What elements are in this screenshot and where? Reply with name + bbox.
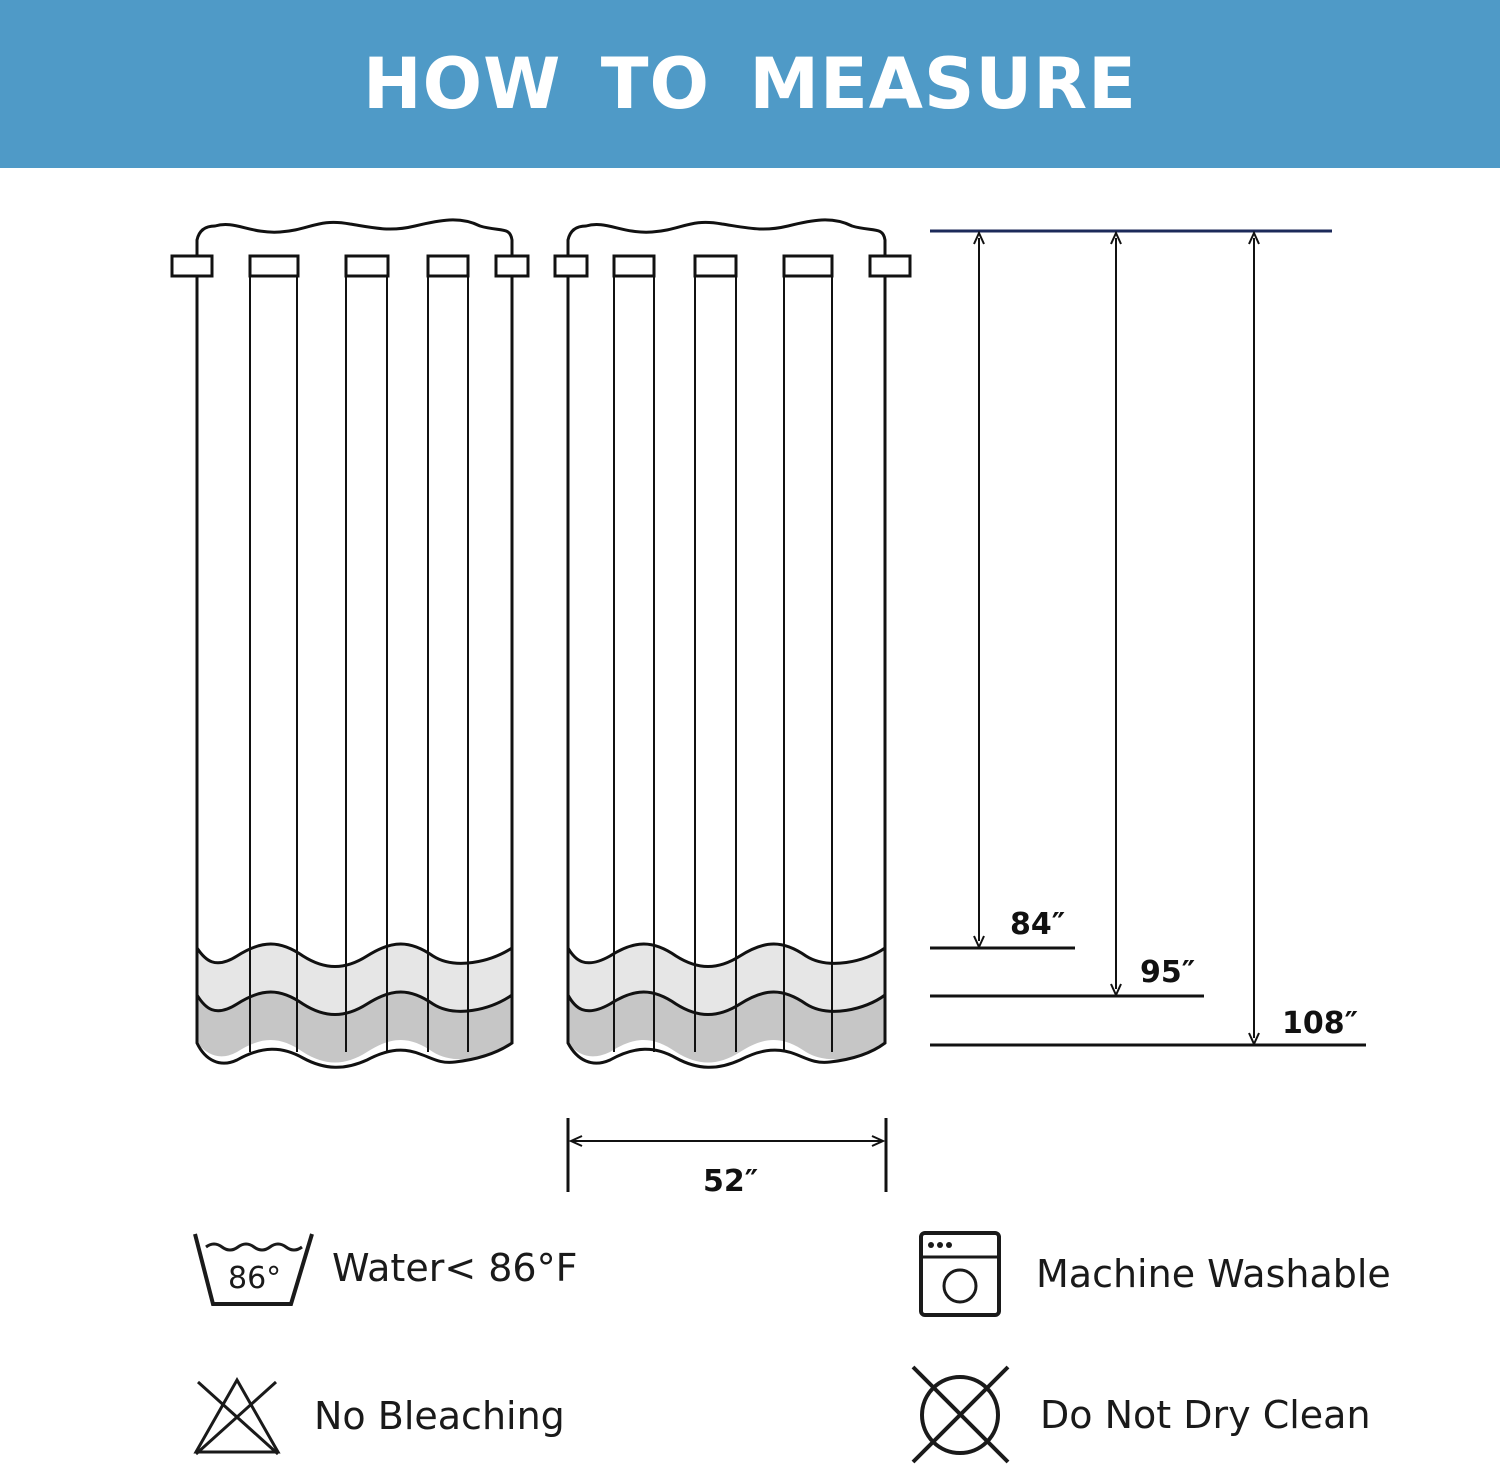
length-measurements [930,231,1366,1045]
length-95-label: 95″ [1140,955,1196,990]
care-item-water-temperature [192,1230,577,1308]
page-title: HOW TO MEASURE [363,43,1137,125]
care-label-water: Water< 86°F [332,1246,578,1290]
measurement-diagram [0,168,1500,1213]
wash-temperature-icon [192,1230,316,1308]
washing-machine-icon [918,1230,1002,1318]
length-84-label: 84″ [1010,907,1066,942]
care-label-machine-washable: Machine Washable [1036,1252,1391,1296]
right-curtain-panel [555,220,910,1067]
care-label-no-dry-clean: Do Not Dry Clean [1040,1393,1371,1437]
care-item-machine-washable [918,1230,1391,1318]
width-measurement [568,1118,886,1199]
header-banner [0,0,1500,168]
width-label: 52″ [703,1164,759,1199]
care-label-no-bleaching: No Bleaching [314,1394,565,1438]
no-bleach-icon [192,1374,282,1458]
care-item-no-bleaching [192,1374,565,1458]
wash-temperature-value: 86° [228,1261,282,1296]
no-dry-clean-icon [908,1362,1016,1468]
length-108-label: 108″ [1282,1006,1359,1041]
left-curtain-panel [172,220,528,1067]
care-item-no-dry-clean [908,1362,1371,1468]
